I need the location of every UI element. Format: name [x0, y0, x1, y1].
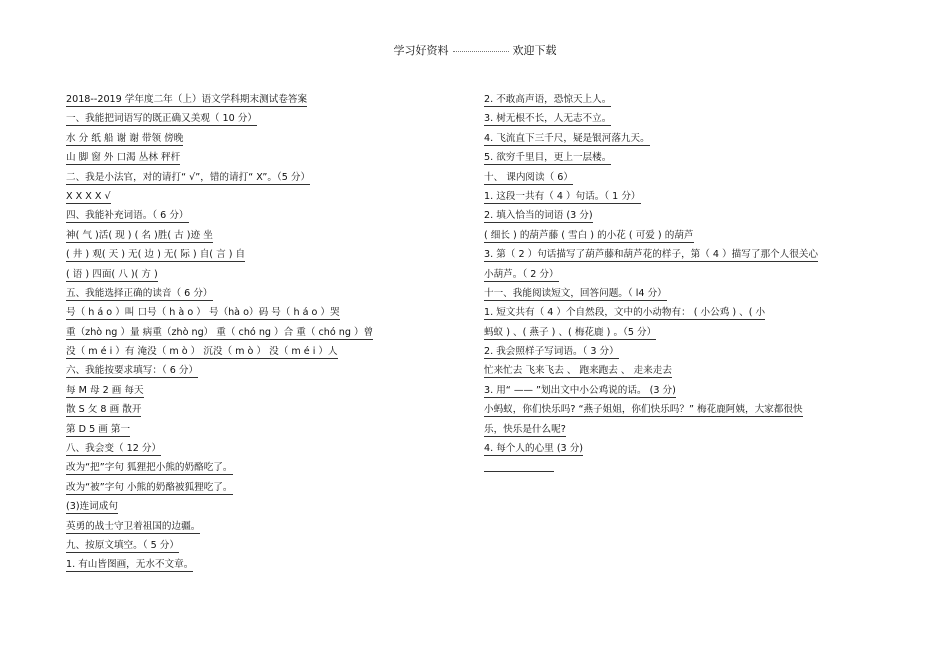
passage-q3-answer-cont-text: 乐，快乐是什么呢?: [484, 423, 566, 435]
section-5-heading-text: 五、我能选择正确的读音（ 6 分）: [66, 287, 213, 299]
idioms-row-1: [66, 226, 463, 245]
reading-q2-answer-text: ( 细长 ) 的葫芦藤 ( 雪白 ) 的小花 ( 可爱 ) 的葫芦: [484, 229, 694, 241]
pinyin-row-3: [66, 342, 463, 361]
pinyin-row-2: [66, 323, 463, 342]
exam-title: [66, 90, 463, 109]
passage-q3-text: 3. 用“ —— ”划出文中小公鸡说的话。 (3 分): [484, 384, 676, 396]
section-8-heading-text: 八、我会变（ 12 分）: [66, 443, 162, 455]
right-column: [484, 90, 884, 478]
passage-q1-cont: [484, 323, 884, 342]
connect-heading-text: (3)连词成句: [66, 501, 118, 513]
passage-q2-answer-text: 忙来忙去 飞来飞去 、 跑来跑去 、 走来走去: [484, 365, 672, 377]
section-6-heading: [66, 361, 463, 380]
char-row-1-text: 每 M 母 2 画 每天: [66, 384, 144, 396]
passage-q4: [484, 439, 884, 458]
poem-line-2: [484, 90, 884, 109]
reading-q3-cont-text: 小葫芦。（ 2 分）: [484, 268, 559, 280]
connect-answer-text: 英勇的战士守卫着祖国的边疆。: [66, 520, 201, 532]
section-4-heading-text: 四、我能补充词语。（ 6 分）: [66, 210, 189, 222]
section-11-heading-text: 十一、我能阅读短文，回答问题。（ l4 分）: [484, 287, 667, 299]
passage-q2: [484, 342, 884, 361]
section-8-heading: [66, 439, 463, 458]
pinyin-row-2-text: 重（zhò ng ）量 病重（zhò ng） 重（ chó ng ）合 重（ chó ng ）曾: [66, 326, 374, 338]
passage-q1-text: 1. 短文共有（ 4 ）个自然段，文中的小动物有： ( 小公鸡 ) 、( 小: [484, 307, 766, 319]
passage-q3-answer: [484, 400, 884, 419]
reading-q2: [484, 206, 884, 225]
char-row-3-text: 第 D 5 画 第一: [66, 423, 131, 435]
idioms-row-3-text: ( 语 ) 四面( 八 )( 方 ): [66, 268, 158, 280]
reading-q3-cont: [484, 265, 884, 284]
passage-q3-answer-cont: [484, 420, 884, 439]
page-header: [0, 42, 950, 58]
words-row-2: [66, 148, 463, 167]
section-9-heading-text: 九、按原文填空。（ 5 分）: [66, 539, 179, 551]
section-4-heading: [66, 206, 463, 225]
poem-line-4: [484, 129, 884, 148]
section-10-heading: [484, 168, 884, 187]
answer-blank: [484, 460, 554, 472]
section-10-heading-text: 十、 课内阅读（ 6）: [484, 171, 573, 183]
char-row-3: [66, 420, 463, 439]
reading-q2-answer: [484, 226, 884, 245]
section-9-heading: [66, 536, 463, 555]
passage-q1: [484, 303, 884, 322]
section-11-heading: [484, 284, 884, 303]
pinyin-row-3-text: 没（ m é i ）有 淹没（ m ò ） 沉没（ m ò ） 没（ m é i ）人: [66, 346, 338, 358]
section-2-heading: [66, 168, 463, 187]
poem-line-3-text: 3. 树无根不长，人无志不立。: [484, 113, 612, 125]
header-dotted-rule: [453, 51, 509, 52]
idioms-row-3: [66, 265, 463, 284]
section-1-heading: [66, 109, 463, 128]
section-2-heading-text: 二、我是小法官，对的请打“ √”，错的请打“ X”。（5 分）: [66, 171, 311, 183]
header-right-text: 欢迎下载: [512, 44, 557, 57]
judge-answers-text: X X X X √: [66, 190, 111, 202]
bei-sentence: [66, 478, 463, 497]
connect-heading: [66, 497, 463, 516]
passage-q3-answer-text: 小蚂蚁，你们快乐吗? “燕子姐姐，你们快乐吗？” 梅花鹿阿姨，大家都很快: [484, 404, 803, 416]
char-row-2-text: 散 S 攵 8 画 散开: [66, 404, 142, 416]
section-5-heading: [66, 284, 463, 303]
pinyin-row-1-text: 号（ h á o ）叫 口号（ h à o ） 号（hà o）码 号（ h á o ）哭: [66, 307, 340, 319]
poem-line-2-text: 2. 不敢高声语，恐惊天上人。: [484, 94, 612, 105]
section-1-heading-text: 一、我能把词语写的既正确又美观（ 10 分）: [66, 113, 257, 125]
reading-q2-text: 2. 填入恰当的词语 (3 分): [484, 210, 593, 222]
poem-line-1-text: 1. 有山皆图画，无水不文章。: [66, 559, 194, 571]
words-row-1-text: 水 分 纸 船 谢 谢 带领 傍晚: [66, 132, 184, 144]
ba-sentence: [66, 458, 463, 477]
poem-line-5: [484, 148, 884, 167]
left-column: [66, 90, 463, 575]
reading-q3-text: 3. 第（ 2 ）句话描写了葫芦藤和葫芦花的样子，第（ 4 ）描写了那个人很关心: [484, 249, 819, 261]
reading-q1: [484, 187, 884, 206]
char-row-2: [66, 400, 463, 419]
words-row-2-text: 山 脚 窗 外 口渴 丛林 秤杆: [66, 152, 181, 164]
answer-blank-line: [484, 458, 884, 477]
header-left-text: 学习好资料: [393, 44, 449, 57]
connect-answer: [66, 517, 463, 536]
poem-line-3: [484, 109, 884, 128]
exam-title-text: 2018--2019 学年度二年（上）语文学科期末测试卷答案: [66, 94, 308, 105]
idioms-row-2-text: ( 井 ) 观( 天 ) 无( 边 ) 无( 际 ) 自( 言 ) 自: [66, 249, 246, 261]
passage-q4-text: 4. 每个人的心里 (3 分): [484, 443, 584, 455]
judge-answers: [66, 187, 463, 206]
words-row-1: [66, 129, 463, 148]
idioms-row-2: [66, 245, 463, 264]
reading-q1-text: 1. 这段一共有（ 4 ）句话。（ 1 分）: [484, 190, 641, 202]
ba-sentence-text: 改为“把”字句 狐狸把小熊的奶酪吃了。: [66, 462, 233, 474]
reading-q3: [484, 245, 884, 264]
idioms-row-1-text: 神( 气 )活( 现 ) ( 名 )胜( 古 )迹 坐: [66, 229, 213, 241]
passage-q1-cont-text: 蚂蚁 ) 、( 燕子 ) 、( 梅花鹿 ) 。（5 分）: [484, 326, 657, 338]
passage-q2-text: 2. 我会照样子写词语。（ 3 分）: [484, 346, 619, 358]
passage-q3: [484, 381, 884, 400]
poem-line-4-text: 4. 飞流直下三千尺，疑是银河落九天。: [484, 132, 650, 144]
passage-q2-answer: [484, 361, 884, 380]
pinyin-row-1: [66, 303, 463, 322]
poem-line-1: [66, 555, 463, 574]
bei-sentence-text: 改为“被”字句 小熊的奶酪被狐狸吃了。: [66, 481, 233, 493]
poem-line-5-text: 5. 欲穷千里目，更上一层楼。: [484, 152, 612, 164]
section-6-heading-text: 六、我能按要求填写：（ 6 分）: [66, 365, 199, 377]
char-row-1: [66, 381, 463, 400]
